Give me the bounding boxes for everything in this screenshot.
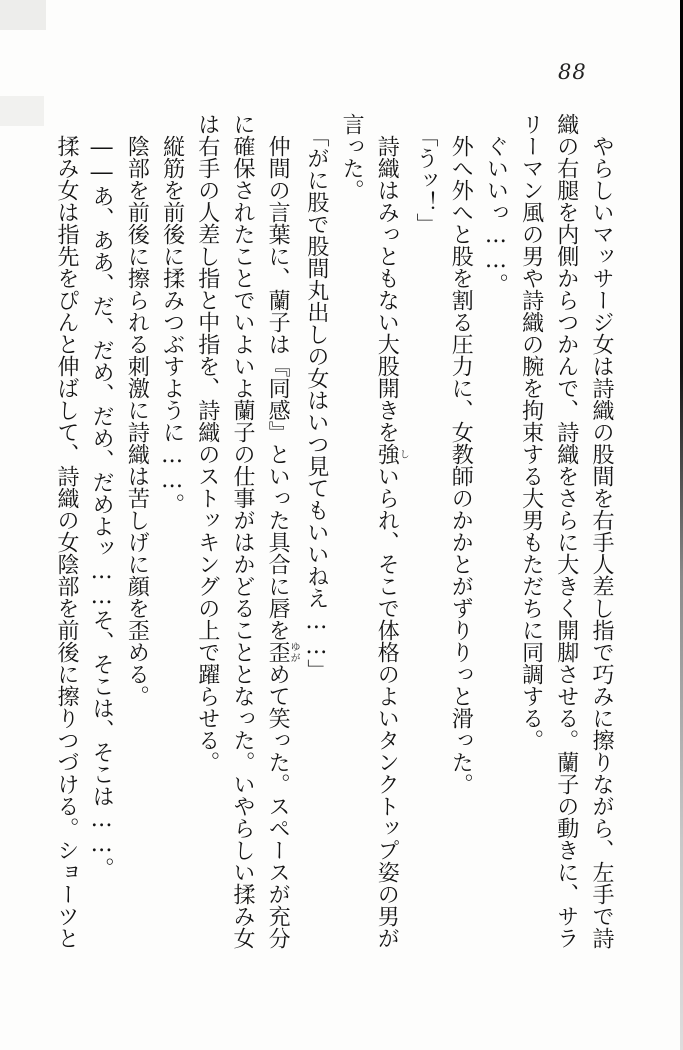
- paragraph: 陰部を前後に擦られる刺激に詩織は苦しげに顔を歪める。: [124, 135, 150, 707]
- paragraph: 仲間の言葉に、蘭子は『同感』といった具合に唇を歪ゆがめて笑った。スペースが充分に確保されたことでいよいよ蘭子の仕事がはかどることとなった。いやらしい揉み女は右手の人差し指と中指を、詩織のストッキングの上で躍らせる。: [194, 113, 300, 949]
- paragraph: 揉み女は指先をぴんと伸ばして、詩織の女陰部を前後に擦りつづける。ショーツと: [53, 135, 79, 949]
- paragraph: 「うッ！」: [412, 125, 438, 236]
- furigana-annotated-kanji: 強し: [374, 443, 409, 465]
- scan-smudge-artifact: [0, 96, 44, 126]
- paragraph: 詩織はみっともない大股開きを強しいられ、そこで体格のよいタンクトップ姿の男が言った。: [339, 113, 409, 949]
- scan-smudge-artifact: [0, 0, 46, 30]
- paragraph: やらしいマッサージ女は詩織の股間を右手人差し指で巧みに擦りながら、左手で詩織の右腿を内側からつかんで、詩織をさらに大きく開脚させる。蘭子の動きに、サラリーマン風の男や詩織の腕を拘束する大男もただちに同調する。: [518, 113, 614, 949]
- paragraph: ぐいいっ……。: [483, 135, 509, 295]
- paragraph: 外へ外へと股を割る圧力に、女教師のかかとがずりりっと滑った。: [448, 135, 474, 795]
- paragraph: 「がに股で股間丸出しの女はいつ見てもいいねえ……」: [303, 125, 329, 682]
- page-number: 88: [558, 60, 587, 84]
- furigana-annotated-kanji: 歪ゆが: [265, 641, 300, 663]
- paragraph: ――あ、ああ、だ、だめ、だめ、だめよッ……そ、そこは、そこは……。: [89, 135, 115, 879]
- page-text-vertical: [55, 113, 619, 957]
- paragraph: 縦筋を前後に揉みつぶすように……。: [159, 135, 185, 515]
